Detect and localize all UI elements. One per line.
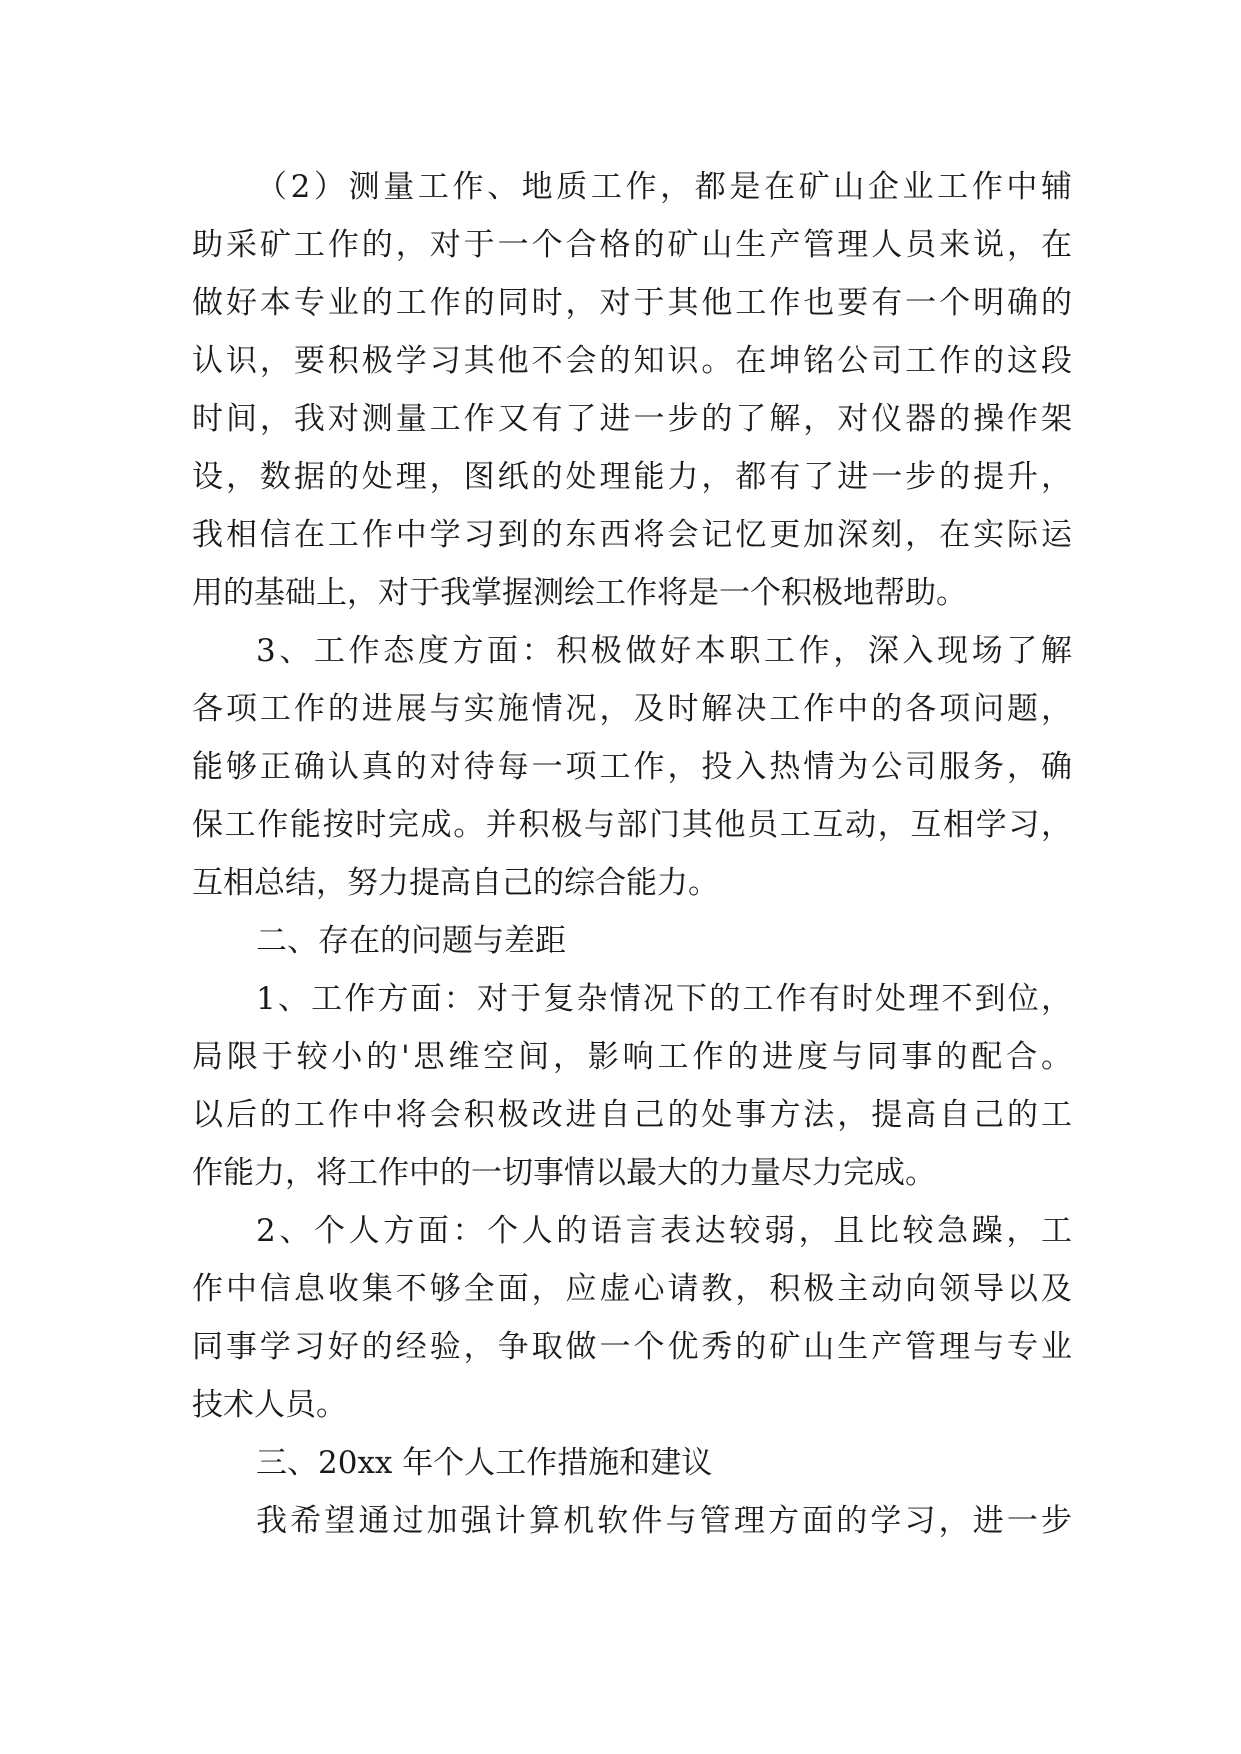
- text-line: 各项工作的进展与实施情况，及时解决工作中的各项问题，: [192, 691, 1072, 727]
- text-line: 3、工作态度方面：积极做好本职工作，深入现场了解: [256, 633, 1072, 669]
- text-line: 同事学习好的经验，争取做一个优秀的矿山生产管理与专业: [192, 1329, 1072, 1365]
- text-line: 作中信息收集不够全面，应虚心请教，积极主动向领导以及: [192, 1271, 1072, 1307]
- text-line: 1、工作方面：对于复杂情况下的工作有时处理不到位，: [256, 981, 1072, 1017]
- text-line: 能够正确认真的对待每一项工作，投入热情为公司服务，确: [192, 749, 1072, 785]
- section-heading: 三、20xx 年个人工作措施和建议: [256, 1445, 713, 1481]
- text-line: 我希望通过加强计算机软件与管理方面的学习，进一步: [256, 1503, 1072, 1539]
- text-line: 认识，要积极学习其他不会的知识。在坤铭公司工作的这段: [192, 343, 1072, 379]
- text-line: 设，数据的处理，图纸的处理能力，都有了进一步的提升，: [192, 459, 1072, 495]
- text-line: 做好本专业的工作的同时，对于其他工作也要有一个明确的: [192, 285, 1072, 321]
- text-line: 技术人员。: [192, 1387, 347, 1423]
- text-line: 保工作能按时完成。并积极与部门其他员工互动，互相学习，: [192, 807, 1072, 843]
- text-line: 作能力，将工作中的一切事情以最大的力量尽力完成。: [192, 1155, 936, 1191]
- text-line: 时间，我对测量工作又有了进一步的了解，对仪器的操作架: [192, 401, 1072, 437]
- text-line: 助采矿工作的，对于一个合格的矿山生产管理人员来说，在: [192, 227, 1072, 263]
- text-line: 2、个人方面：个人的语言表达较弱，且比较急躁，工: [256, 1213, 1072, 1249]
- text-line: 以后的工作中将会积极改进自己的处事方法，提高自己的工: [192, 1097, 1072, 1133]
- text-line: 互相总结，努力提高自己的综合能力。: [192, 865, 719, 901]
- text-line: 局限于较小的'思维空间，影响工作的进度与同事的配合。: [192, 1039, 1072, 1075]
- text-line: （2）测量工作、地质工作，都是在矿山企业工作中辅: [256, 169, 1072, 205]
- text-line: 我相信在工作中学习到的东西将会记忆更加深刻，在实际运: [192, 517, 1072, 553]
- text-line: 用的基础上，对于我掌握测绘工作将是一个积极地帮助。: [192, 575, 967, 611]
- section-heading: 二、存在的问题与差距: [256, 923, 566, 959]
